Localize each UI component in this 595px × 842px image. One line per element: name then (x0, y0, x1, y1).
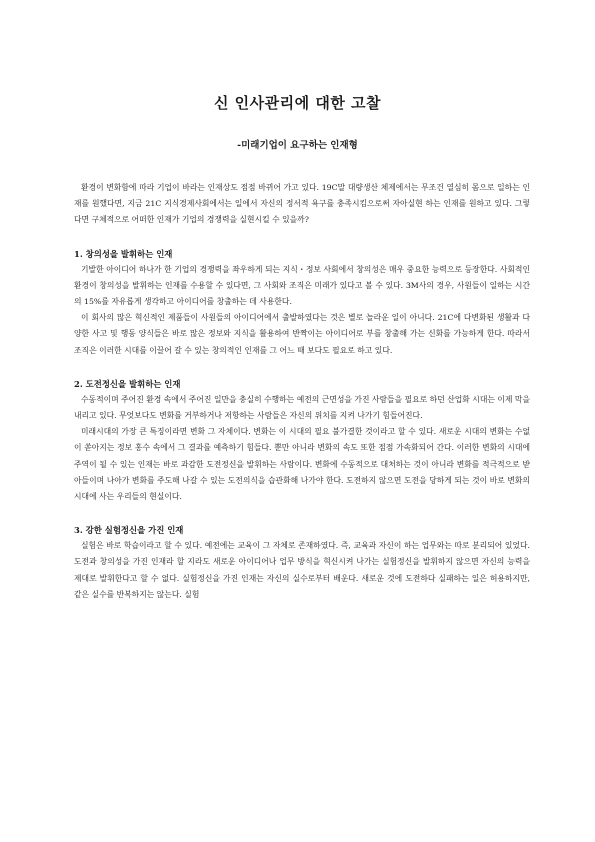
section-heading: 3. 강한 실험정신을 가진 인재 (74, 525, 184, 536)
section-heading: 1. 창의성을 발휘하는 인재 (74, 248, 173, 259)
intro-paragraph: 환경이 변화함에 따라 기업이 바라는 인재상도 점점 바뀌어 가고 있다. 19C말 대량생산 체제에서는 무조건 열심히 몸으로 일하는 인재를 원했다면, 지금 21C 지식경제사회에서는 일에서 자신의 정서적 욕구를 충족시킴으로써 자아실현 하는 인재를 원하고 있다. 그렇다면 구체적으로 어떠한 인재가 기업의 경쟁력을 실현시킬 수 있을까? (74, 183, 530, 225)
page-title: 신 인사관리에 대한 고찰 (213, 94, 382, 112)
body-paragraph: 실험은 바로 학습이라고 할 수 있다. 예전에는 교육이 그 자체로 존재하였다. 즉, 교육과 자신이 하는 업무와는 따로 분리되어 있었다. 도전과 창의성을 가진 인재라 할 지라도 새로운 아이디어나 업무 방식을 혁신시켜 나가는 실험정신을 발휘하지 않으면 자신의 능력을 제대로 발휘한다고 할 수 없다. 실험정신을 가진 인재는 자신의 실수로부터 배운다. 새로운 것에 도전하다 실패하는 일은 허용하지만, 같은 실수를 반복하지는 않는다. 실험 (74, 541, 530, 599)
body-paragraph: 이 회사의 많은 혁신적인 제품들이 사원들의 아이디어에서 출발하였다는 것은 별로 놀라운 일이 아니다. 21C에 다변화된 생활과 다양한 사고 및 행동 양식들은 바로 많은 정보와 지식을 활용하여 반짝이는 아이디어로 부를 창출해 가는 신화를 가능하게 한다. 따라서 조직은 이러한 시대를 이끌어 갈 수 있는 창의적인 인재를 그 어느 때 보다도 필요로 하고 있다. (74, 313, 530, 355)
document-body (74, 180, 530, 603)
body-paragraph: 수동적이며 주어진 환경 속에서 주어진 일만을 충실히 수행하는 예전의 근면성을 가진 사람들을 필요로 하던 산업화 시대는 이제 막을 내리고 있다. 무엇보다도 변화를 거부하거나 저항하는 사람들은 자신의 위치를 지켜 나가기 힘들어진다. (74, 394, 530, 421)
body-paragraph: 미래시대의 가장 큰 특징이라면 변화 그 자체이다. 변화는 이 시대의 필요 불가결한 것이라고 할 수 있다. 새로운 시대의 변화는 수없이 쏟아지는 정보 홍수 속에서 그 결과를 예측하기 힘들다. 뿐만 아니라 변화의 속도 또한 점점 가속화되어 간다. 이러한 변화의 시대에 주역이 될 수 있는 인재는 바로 과감한 도전정신을 발휘하는 사람이다. 변화에 수동적으로 대처하는 것이 아니라 변화를 적극적으로 받아들이며 나아가 변화를 주도해 나갈 수 있는 도전의식을 습관화해 나가야 한다. 도전하지 않으면 도전을 당하게 되는 것이 바로 변화의 시대에 사는 우리들의 현실이다. (74, 427, 530, 502)
body-paragraph: 기발한 아이디어 하나가 한 기업의 경쟁력을 좌우하게 되는 지식・정보 사회에서 창의성은 매우 중요한 능력으로 등장한다. 사회적인 환경이 창의성을 발휘하는 인재를 수용할 수 있다면, 그 사회와 조직은 미래가 있다고 볼 수 있다. 3M사의 경우, 사원들이 일하는 시간의 15%를 자유롭게 생각하고 아이디어를 창출하는 데 사용한다. (74, 264, 530, 307)
section-heading: 2. 도전정신을 발휘하는 인재 (74, 378, 181, 389)
page-subtitle: -미래기업이 요구하는 인재형 (237, 140, 358, 151)
